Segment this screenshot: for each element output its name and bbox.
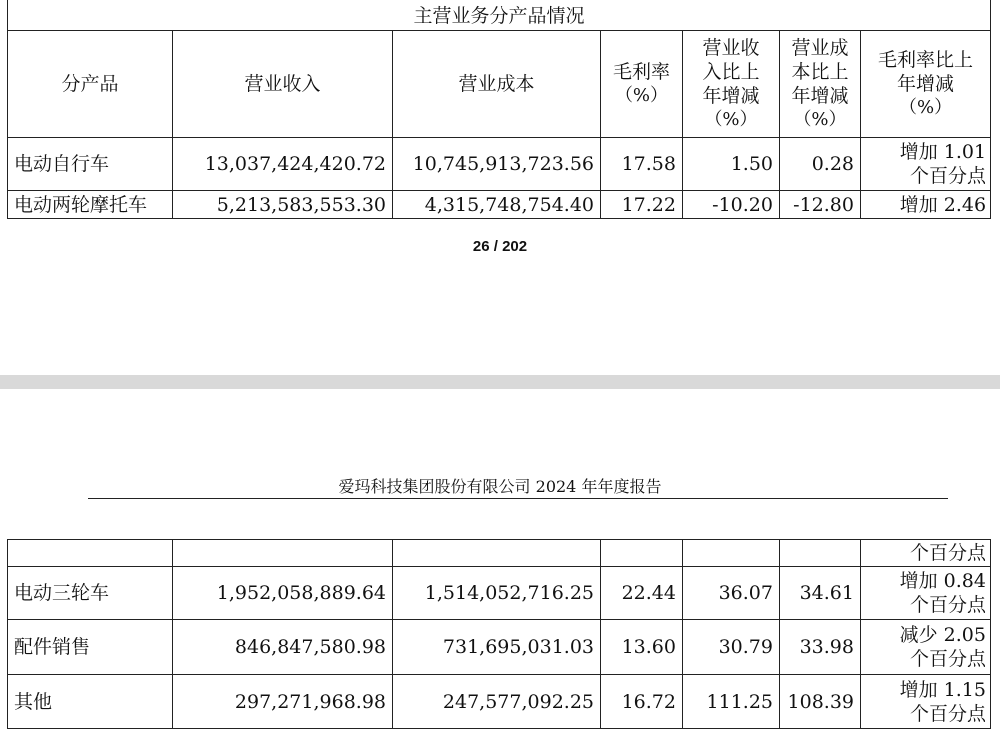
cost-value: 731,695,031.03: [442, 636, 594, 658]
product-name: 电动两轮摩托车: [14, 193, 148, 216]
continued-text: 个百分点: [909, 542, 986, 564]
margin-change-value: 增加 0.84 个百分点: [861, 567, 991, 620]
report-header: 爱玛科技集团股份有限公司 2024 年年度报告: [338, 477, 662, 496]
margin-change-value: 减少 2.05 个百分点: [861, 620, 991, 675]
header-margin-change: 毛利率比上 年增减 （%）: [861, 31, 991, 138]
table-section-title-row: [8, 0, 991, 31]
product-revenue-table-continued: [7, 539, 991, 729]
revenue-change-value: -10.20: [712, 193, 773, 216]
cost-value: 10,745,913,723.56: [412, 153, 594, 175]
header-margin: 毛利率 （%）: [601, 31, 683, 138]
cost-change-value: 0.28: [811, 153, 854, 175]
margin-change-value: 增加 2.46: [861, 191, 991, 219]
cost-change-value: 33.98: [799, 636, 854, 658]
revenue-value: 5,213,583,553.30: [216, 193, 386, 216]
table-row: [8, 138, 991, 191]
header-product: 分产品: [61, 73, 119, 95]
product-revenue-table: [7, 0, 991, 219]
revenue-change-value: 1.50: [730, 153, 773, 175]
table-row: [8, 620, 991, 675]
revenue-change-value: 111.25: [706, 690, 773, 713]
revenue-change-value: 30.79: [718, 636, 773, 658]
section-title: 主营业务分产品情况: [413, 5, 585, 27]
margin-change-value: 增加 1.01 个百分点: [861, 138, 991, 191]
cost-change-value: 34.61: [799, 582, 854, 604]
table-row: [8, 191, 991, 219]
margin-value: 17.58: [621, 153, 676, 175]
revenue-value: 13,037,424,420.72: [204, 153, 386, 175]
cost-value: 4,315,748,754.40: [424, 193, 594, 216]
margin-value: 22.44: [621, 582, 676, 604]
table-header-row: [8, 31, 991, 138]
header-cost-change: 营业成 本比上 年增减 （%）: [780, 31, 861, 138]
margin-value: 16.72: [621, 690, 676, 713]
product-name: 配件销售: [14, 636, 91, 658]
page-gap-divider: [0, 375, 1000, 389]
header-cost: 营业成本: [458, 73, 535, 95]
product-name: 电动三轮车: [14, 582, 110, 604]
revenue-value: 846,847,580.98: [234, 636, 386, 658]
header-revenue-change: 营业收 入比上 年增减 （%）: [683, 31, 780, 138]
cost-change-value: -12.80: [793, 193, 854, 216]
page-number: 26 / 202: [472, 238, 528, 255]
cost-change-value: 108.39: [787, 690, 854, 713]
margin-change-value: 增加 1.15 个百分点: [861, 675, 991, 729]
product-name: 电动自行车: [14, 153, 110, 175]
cost-value: 247,577,092.25: [442, 690, 594, 713]
table-row: [8, 675, 991, 729]
table-continued-row: [8, 540, 991, 567]
margin-value: 13.60: [621, 636, 676, 658]
cost-value: 1,514,052,716.25: [424, 582, 594, 604]
header-revenue: 营业收入: [244, 73, 321, 95]
margin-value: 17.22: [621, 193, 676, 216]
product-name: 其他: [14, 690, 53, 713]
revenue-value: 297,271,968.98: [234, 690, 386, 713]
revenue-value: 1,952,058,889.64: [216, 582, 386, 604]
table-row: [8, 567, 991, 620]
revenue-change-value: 36.07: [718, 582, 773, 604]
header-rule: [88, 498, 948, 499]
